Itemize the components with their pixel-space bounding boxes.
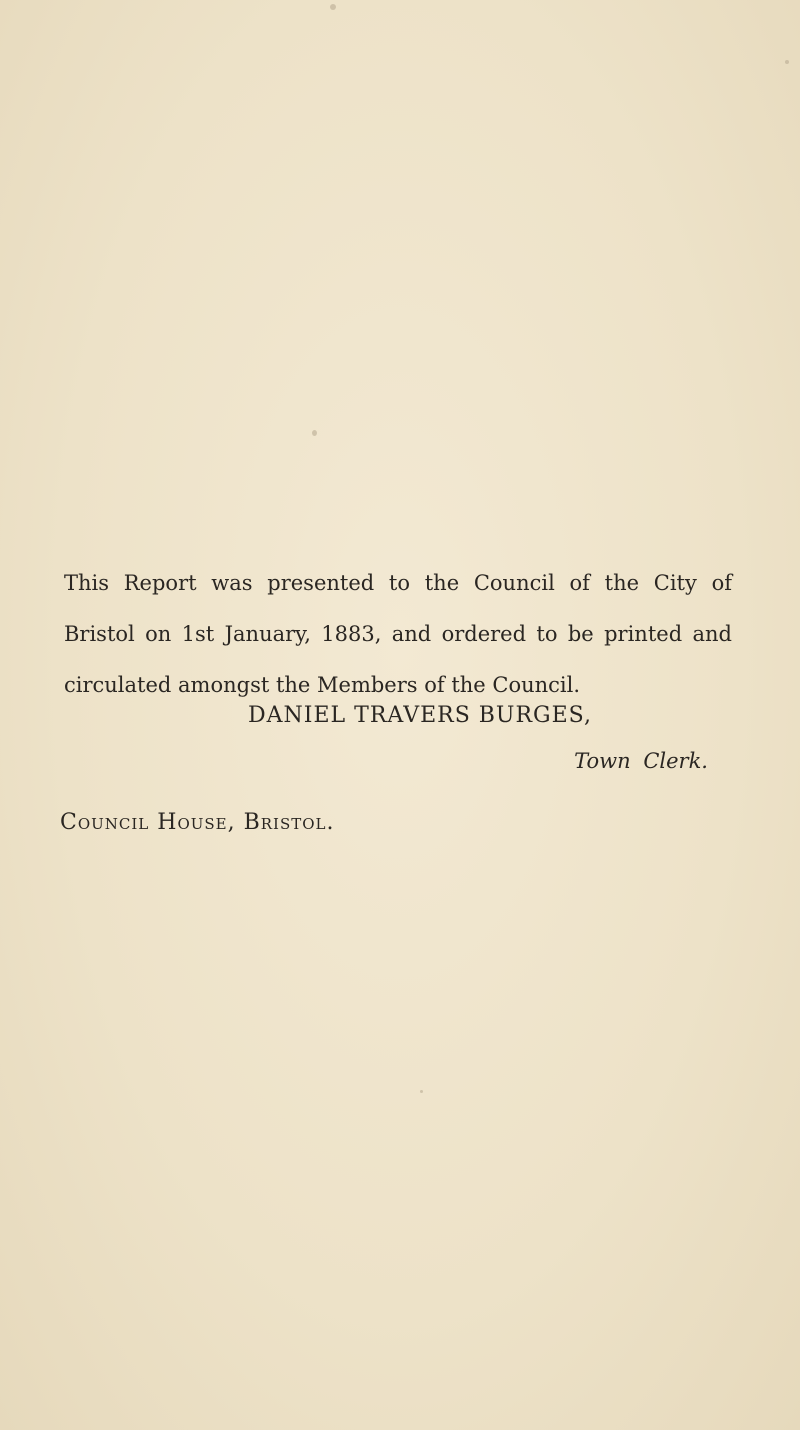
paper-speck <box>330 4 336 10</box>
paper-speck <box>312 430 317 436</box>
report-note-line: This Report was presented to the Council of the City of <box>64 571 732 595</box>
report-note-line: Bristol on 1st January, 1883, and ordered to be printed and <box>64 622 732 646</box>
report-note-paragraph <box>64 558 732 711</box>
paper-speck <box>420 1090 423 1093</box>
report-note-line: circulated amongst the Members of the Council. <box>64 673 581 697</box>
signatory-title: Town Clerk. <box>574 749 708 773</box>
paper-speck <box>785 60 789 64</box>
signatory-name: DANIEL TRAVERS BURGES, <box>248 703 592 728</box>
location-line: Council House, Bristol. <box>60 810 335 835</box>
